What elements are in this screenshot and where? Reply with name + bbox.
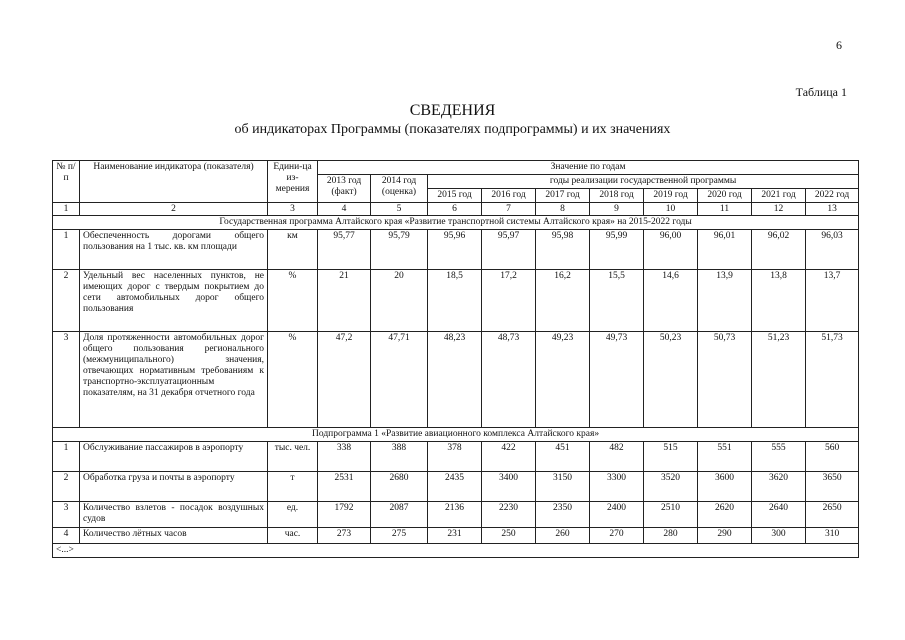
value-cell: 275 — [371, 528, 428, 544]
value-cell: 482 — [590, 442, 644, 472]
header-num: № п/п — [53, 161, 80, 203]
value-cell: 96,03 — [806, 230, 859, 270]
value-cell: 50,73 — [698, 332, 752, 428]
column-number: 6 — [428, 203, 482, 216]
value-cell: 551 — [698, 442, 752, 472]
value-cell: 51,73 — [806, 332, 859, 428]
value-cell: 555 — [752, 442, 806, 472]
column-number: 8 — [536, 203, 590, 216]
indicator-name: Обслуживание пассажиров в аэропорту — [80, 442, 268, 472]
value-cell: 280 — [644, 528, 698, 544]
header-program-years: годы реализации государственной программы — [428, 175, 859, 189]
value-cell: 51,23 — [752, 332, 806, 428]
value-cell: 15,5 — [590, 270, 644, 332]
value-cell: 2350 — [536, 502, 590, 528]
value-cell: 13,9 — [698, 270, 752, 332]
truncation-marker: <...> — [53, 544, 859, 558]
indicator-name: Обработка груза и почты в аэропорту — [80, 472, 268, 502]
value-cell: 560 — [806, 442, 859, 472]
value-cell: 3150 — [536, 472, 590, 502]
document-subtitle: об индикаторах Программы (показателях подпрограммы) и их значениях — [234, 122, 671, 137]
unit: % — [268, 332, 318, 428]
row-number: 3 — [53, 502, 80, 528]
row-number: 2 — [53, 270, 80, 332]
value-cell: 3300 — [590, 472, 644, 502]
value-cell: 95,98 — [536, 230, 590, 270]
value-cell: 378 — [428, 442, 482, 472]
column-number: 2 — [80, 203, 268, 216]
section-title: Подпрограмма 1 «Развитие авиационного комплекса Алтайского края» — [53, 428, 859, 442]
header-year: 2017 год — [536, 189, 590, 203]
column-number: 9 — [590, 203, 644, 216]
indicator-name: Доля протяженности автомобильных дорог общего пользования регионального (межмуниципального) значения, отвечающих нормативным требованиям к транспортно-эксплуатационным показателям, на 31 декабря отчетного года — [80, 332, 268, 428]
column-number: 1 — [53, 203, 80, 216]
unit: тыс. чел. — [268, 442, 318, 472]
value-cell: 290 — [698, 528, 752, 544]
value-cell: 2680 — [371, 472, 428, 502]
value-cell: 49,23 — [536, 332, 590, 428]
indicator-name: Обеспеченность дорогами общего пользования на 1 тыс. кв. км площади — [80, 230, 268, 270]
value-cell: 47,2 — [318, 332, 371, 428]
header-name: Наименование индикатора (показателя) — [80, 161, 268, 203]
value-cell: 422 — [482, 442, 536, 472]
document-title: СВЕДЕНИЯ — [409, 102, 496, 119]
column-number: 5 — [371, 203, 428, 216]
value-cell: 47,71 — [371, 332, 428, 428]
indicator-name: Количество лётных часов — [80, 528, 268, 544]
value-cell: 3650 — [806, 472, 859, 502]
table-row — [53, 472, 859, 502]
value-cell: 2620 — [698, 502, 752, 528]
value-cell: 95,79 — [371, 230, 428, 270]
value-cell: 3600 — [698, 472, 752, 502]
value-cell: 20 — [371, 270, 428, 332]
value-cell: 250 — [482, 528, 536, 544]
indicator-name: Количество взлетов - посадок воздушных судов — [80, 502, 268, 528]
unit: час. — [268, 528, 318, 544]
row-number: 4 — [53, 528, 80, 544]
row-number: 1 — [53, 442, 80, 472]
value-cell: 270 — [590, 528, 644, 544]
value-cell: 2400 — [590, 502, 644, 528]
value-cell: 95,96 — [428, 230, 482, 270]
value-cell: 388 — [371, 442, 428, 472]
column-number: 10 — [644, 203, 698, 216]
table-row — [53, 332, 859, 428]
column-number: 4 — [318, 203, 371, 216]
value-cell: 48,73 — [482, 332, 536, 428]
value-cell: 338 — [318, 442, 371, 472]
table-row — [53, 230, 859, 270]
table-row — [53, 502, 859, 528]
column-number: 11 — [698, 203, 752, 216]
header-year: 2020 год — [698, 189, 752, 203]
header-2013: 2013 год (факт) — [318, 175, 371, 203]
value-cell: 2087 — [371, 502, 428, 528]
value-cell: 50,23 — [644, 332, 698, 428]
value-cell: 2531 — [318, 472, 371, 502]
value-cell: 96,01 — [698, 230, 752, 270]
page-number: 6 — [836, 38, 842, 52]
value-cell: 2136 — [428, 502, 482, 528]
row-number: 1 — [53, 230, 80, 270]
value-cell: 48,23 — [428, 332, 482, 428]
header-year: 2022 год — [806, 189, 859, 203]
value-cell: 17,2 — [482, 270, 536, 332]
value-cell: 300 — [752, 528, 806, 544]
value-cell: 2510 — [644, 502, 698, 528]
value-cell: 95,99 — [590, 230, 644, 270]
header-year: 2018 год — [590, 189, 644, 203]
unit: ед. — [268, 502, 318, 528]
value-cell: 96,00 — [644, 230, 698, 270]
column-number: 3 — [268, 203, 318, 216]
unit: т — [268, 472, 318, 502]
indicator-name: Удельный вес населенных пунктов, не имеющих дорог с твердым покрытием до сети автомобильных дорог общего пользования — [80, 270, 268, 332]
value-cell: 96,02 — [752, 230, 806, 270]
header-2014: 2014 год (оценка) — [371, 175, 428, 203]
value-cell: 3400 — [482, 472, 536, 502]
table-row — [53, 442, 859, 472]
table-row — [53, 270, 859, 332]
value-cell: 3620 — [752, 472, 806, 502]
header-unit: Едини-ца из-мерения — [268, 161, 318, 203]
value-cell: 2640 — [752, 502, 806, 528]
value-cell: 95,97 — [482, 230, 536, 270]
value-cell: 14,6 — [644, 270, 698, 332]
section-title: Государственная программа Алтайского края «Развитие транспортной системы Алтайского края» на 2015-2022 годы — [53, 216, 859, 230]
value-cell: 231 — [428, 528, 482, 544]
column-number: 12 — [752, 203, 806, 216]
row-number: 2 — [53, 472, 80, 502]
header-year: 2021 год — [752, 189, 806, 203]
value-cell: 49,73 — [590, 332, 644, 428]
indicators-table — [52, 160, 859, 558]
unit: км — [268, 230, 318, 270]
table-label: Таблица 1 — [795, 85, 847, 99]
header-year: 2016 год — [482, 189, 536, 203]
value-cell: 515 — [644, 442, 698, 472]
value-cell: 3520 — [644, 472, 698, 502]
value-cell: 260 — [536, 528, 590, 544]
value-cell: 2435 — [428, 472, 482, 502]
value-cell: 13,7 — [806, 270, 859, 332]
row-number: 3 — [53, 332, 80, 428]
value-cell: 21 — [318, 270, 371, 332]
value-cell: 310 — [806, 528, 859, 544]
value-cell: 18,5 — [428, 270, 482, 332]
value-cell: 13,8 — [752, 270, 806, 332]
value-cell: 2650 — [806, 502, 859, 528]
value-cell: 451 — [536, 442, 590, 472]
header-values-by-year: Значение по годам — [318, 161, 859, 175]
value-cell: 16,2 — [536, 270, 590, 332]
column-number: 7 — [482, 203, 536, 216]
table-row — [53, 528, 859, 544]
column-number: 13 — [806, 203, 859, 216]
value-cell: 95,77 — [318, 230, 371, 270]
unit: % — [268, 270, 318, 332]
value-cell: 273 — [318, 528, 371, 544]
value-cell: 2230 — [482, 502, 536, 528]
header-year: 2019 год — [644, 189, 698, 203]
value-cell: 1792 — [318, 502, 371, 528]
header-year: 2015 год — [428, 189, 482, 203]
